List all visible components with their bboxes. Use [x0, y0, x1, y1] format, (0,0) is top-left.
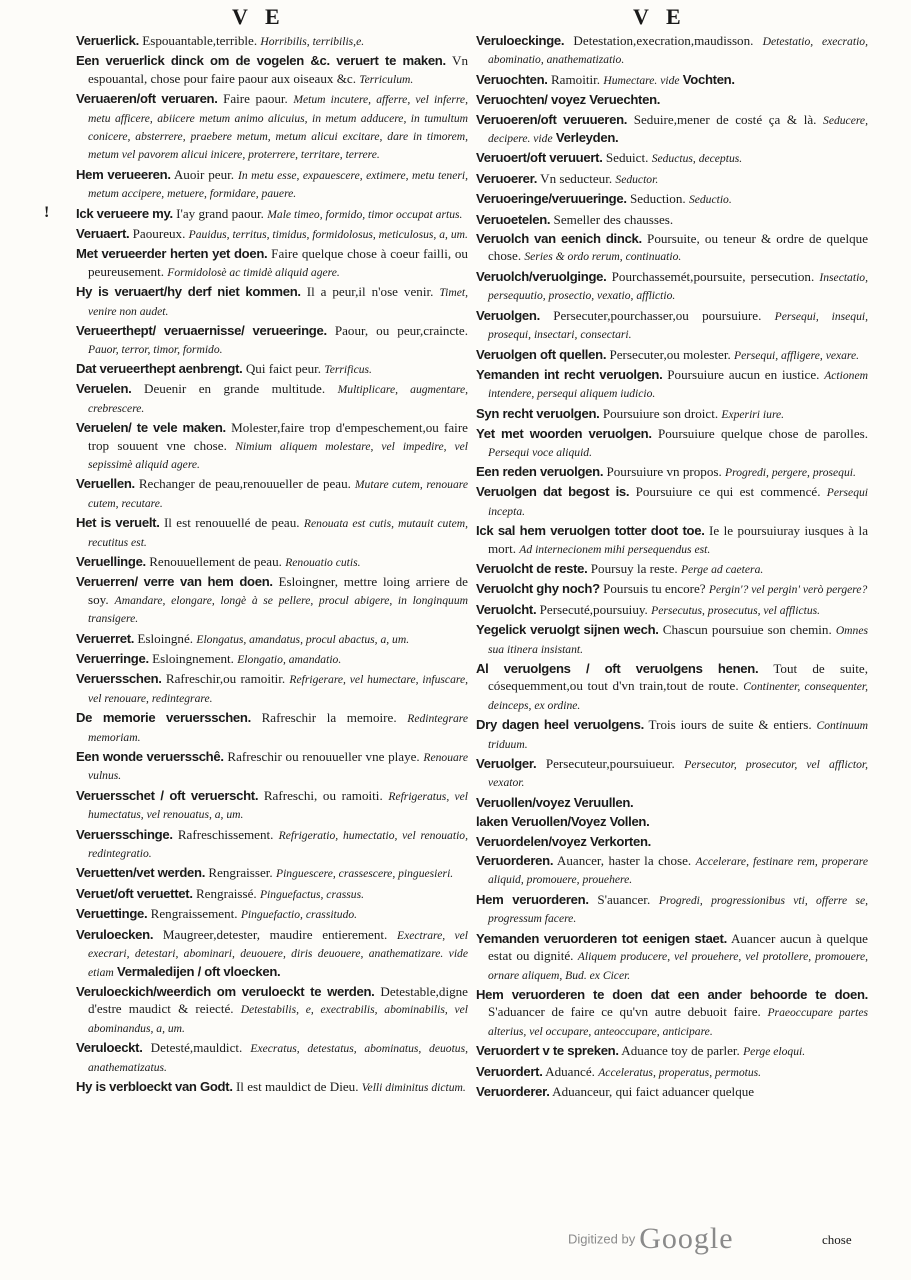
latin-gloss: Pauidus, territus, timidus, formidolosus, meticulosus, a, um.	[188, 228, 468, 242]
dictionary-entry	[476, 71, 868, 89]
dictionary-entry	[476, 230, 868, 266]
latin-gloss: Seductor.	[615, 172, 659, 186]
dictionary-entry	[76, 926, 468, 981]
latin-gloss: Pinguefactus, crassus.	[259, 887, 364, 901]
headword: Verueerthept/ veruaernisse/ verueeringe.	[76, 323, 327, 339]
french-gloss: Persecuter,pourchasser,ou poursuiure.	[553, 307, 762, 323]
dictionary-entry	[76, 380, 468, 417]
dictionary-entry	[476, 1063, 868, 1081]
latin-gloss: Male timeo, formido, timor occupat artus.	[267, 207, 463, 221]
dictionary-entry	[76, 826, 468, 863]
latin-gloss: In metu esse, expauescere, extimere, metu teneri, metum accipere, metuere, formidare, pauere.	[88, 168, 468, 201]
latin-gloss: Pinguescere, crassescere, pinguesieri.	[276, 867, 454, 881]
french-gloss: Auoir peur.	[173, 166, 235, 182]
headword: Hem veruorderen te doen dat een ander behoorde te doen.	[476, 986, 868, 1002]
latin-gloss: Pauor, terror, timor, formido.	[88, 342, 223, 356]
latin-gloss: Elongatus, amandatus, procul abactus, a, um.	[196, 632, 410, 646]
dictionary-entry	[476, 891, 868, 928]
headword: Veruersschen.	[76, 671, 162, 687]
latin-gloss: Horribilis, terribilis,e.	[260, 35, 365, 48]
french-gloss: Aduancé.	[545, 1063, 595, 1079]
latin-gloss: Velli diminitus dictum.	[361, 1080, 466, 1094]
headword: Veruloeckich/weerdich om veruloeckt te werden.	[76, 983, 375, 999]
latin-gloss: Detestabilis, e, exectrabilis, abominabilis, vel abominandus, a, um.	[88, 1003, 468, 1035]
dictionary-entry	[476, 190, 868, 208]
french-gloss: S'auancer.	[597, 891, 651, 907]
dictionary-entry	[476, 813, 868, 830]
headword: Yemanden veruorderen tot eenigen staet.	[476, 930, 727, 946]
headword: Veruelen/ te vele maken.	[76, 420, 226, 436]
french-gloss: Persecuteur,poursuiueur.	[545, 756, 675, 772]
french-gloss: Auancer, haster la chose.	[556, 853, 692, 869]
headword: Veruaert.	[76, 226, 130, 242]
headword: Veruloeckinge.	[476, 33, 565, 48]
dictionary-entry	[76, 670, 468, 707]
latin-gloss: Nimium aliquem molestare, vel impedire, vel sepissimè aliquid agere.	[88, 439, 468, 471]
headword: Veruolcht ghy noch?	[476, 581, 600, 597]
dictionary-entry	[76, 225, 468, 243]
french-gloss: Persecuter,ou molester.	[609, 346, 731, 362]
headword: Dat verueerthept aenbrengt.	[76, 360, 243, 376]
french-gloss: Rengraissé.	[195, 885, 257, 901]
latin-gloss: Acceleratus, properatus, permotus.	[598, 1065, 762, 1079]
headword: Met verueerder herten yet doen.	[76, 246, 268, 262]
french-gloss: Seduict.	[605, 150, 649, 166]
dictionary-entry	[476, 560, 868, 578]
dictionary-entry	[476, 930, 868, 984]
headword: Veruolcht.	[476, 601, 537, 617]
margin-mark: !	[44, 204, 50, 221]
french-gloss: Poursuiure aucun en iustice.	[667, 366, 820, 382]
french-gloss: Pourchassemét,poursuite, persecution.	[611, 268, 815, 284]
headword: Veruoeren/oft veruueren.	[476, 111, 628, 127]
headword: Yet met woorden veruolgen.	[476, 426, 652, 442]
french-gloss: Tout de suite, cósequemment,ou tout d'vn train,tout de route.	[488, 661, 868, 694]
dictionary-entry	[476, 211, 868, 228]
headword: Veruloecken.	[76, 926, 154, 942]
french-gloss: Rafreschir ou renouueller vne playe.	[227, 749, 420, 765]
latin-gloss: Experiri iure.	[721, 407, 785, 421]
headword: Veruolgen.	[476, 307, 540, 323]
french-gloss: Auancer aucun à quelque estat ou dignité.	[488, 930, 868, 964]
headword: Veruaeren/oft veruaren.	[76, 91, 218, 107]
french-gloss: Maugreer,detester, maudire entierement.	[162, 926, 388, 942]
french-gloss: Trois iours de suite & entiers.	[648, 717, 812, 733]
latin-gloss: Terrificus.	[324, 362, 372, 376]
french-gloss: Seduction.	[630, 191, 686, 207]
dictionary-entry	[76, 475, 468, 512]
headword: Syn recht veruolgen.	[476, 405, 600, 421]
digitized-label: Digitized by	[568, 1231, 636, 1247]
headword: Veruettinge.	[76, 906, 148, 922]
dictionary-entry	[76, 650, 468, 668]
headword: Veruellinge.	[76, 553, 146, 569]
dictionary-entry	[76, 748, 468, 785]
latin-gloss: Series & ordo rerum, continuatio.	[524, 250, 682, 264]
headword: Veruoert/oft veruuert.	[476, 150, 603, 166]
dictionary-entry	[476, 463, 868, 481]
running-head-right: V E	[633, 4, 687, 29]
headword: Veruoeringe/veruueringe.	[476, 191, 627, 207]
latin-gloss: Seductio.	[688, 193, 732, 207]
dictionary-entry	[476, 307, 868, 344]
latin-gloss: Amandare, elongare, longè à se pellere, procul abigere, in longinquum transigere.	[88, 593, 468, 626]
dictionary-entry	[476, 621, 868, 658]
dictionary-entry	[76, 419, 468, 473]
french-gloss: Rafreschir,ou ramoitir.	[165, 671, 286, 687]
french-gloss: Rengraisser.	[208, 865, 273, 881]
latin-gloss: Formidolosè ac timidè aliquid agere.	[167, 265, 340, 279]
dictionary-entry	[476, 346, 868, 364]
dictionary-entry	[76, 630, 468, 648]
french-gloss: Renouuellement de peau.	[149, 553, 282, 569]
dictionary-entry	[476, 32, 868, 69]
dictionary-entry	[76, 166, 468, 203]
latin-gloss: Seductus, deceptus.	[651, 152, 743, 166]
dictionary-entry	[476, 522, 868, 558]
headword: Veruerret.	[76, 630, 135, 646]
latin-gloss: Progredi, pergere, prosequi.	[725, 465, 856, 479]
latin-gloss: Persequi, insequi, prosequi, insectari, consectari.	[488, 309, 868, 342]
french-gloss: Esloingner, mettre loing arriere de soy.	[88, 574, 468, 607]
french-gloss: Rafreschissement.	[177, 826, 274, 842]
latin-gloss: Humectare. vide	[603, 73, 680, 87]
french-gloss: Rengraissement.	[150, 906, 238, 922]
headword: De memorie veruersschen.	[76, 710, 251, 726]
dictionary-entry	[476, 149, 868, 167]
french-gloss: Seduire,mener de costé ça & là.	[633, 111, 817, 127]
french-gloss: Detesté,mauldict.	[150, 1040, 243, 1056]
headword: Hy is veruaert/hy derf niet kommen.	[76, 284, 301, 300]
dictionary-entry	[76, 283, 468, 320]
headword: Veruoerer.	[476, 170, 538, 186]
headword: Veruelen.	[76, 381, 132, 397]
latin-gloss: Accelerare, festinare rem, properare aliquid, promouere, prouehere.	[488, 855, 868, 887]
dictionary-entry	[476, 833, 868, 850]
french-gloss: Qui faict peur.	[245, 360, 322, 376]
french-gloss: Faire paour.	[223, 91, 288, 107]
dictionary-entry	[476, 170, 868, 188]
french-gloss: Rafreschi, ou ramoiti.	[263, 787, 383, 803]
french-gloss: Detestation,execration,maudisson.	[573, 33, 754, 48]
headword: Veruolch/veruolginge.	[476, 268, 607, 284]
headword: Veruolgen dat begost is.	[476, 484, 630, 500]
french-gloss: Ramoitir.	[550, 71, 601, 87]
dictionary-entry	[76, 885, 468, 903]
headword: laken Veruollen/Voyez Vollen.	[476, 814, 650, 830]
latin-gloss: Continenter, consequenter, deinceps, ex ordine.	[488, 680, 868, 712]
dictionary-entry	[76, 709, 468, 746]
french-gloss: I'ay grand paour.	[176, 205, 264, 221]
latin-gloss: Renouata est cutis, mutauit cutem, recutitus est.	[88, 517, 468, 549]
french-gloss: Poursuiure son droict.	[602, 405, 719, 421]
latin-gloss: Perge eloqui.	[743, 1045, 806, 1059]
french-gloss: Poursuis tu encore?	[603, 581, 706, 597]
headword: Yegelick veruolgt sijnen wech.	[476, 622, 659, 638]
dictionary-entry	[476, 755, 868, 792]
french-gloss: Deuenir en grande multitude.	[144, 381, 326, 397]
dictionary-entry	[76, 864, 468, 882]
left-column	[76, 32, 468, 1098]
dictionary-entry	[476, 268, 868, 305]
headword: Veruordelen/voyez Verkorten.	[476, 833, 651, 849]
french-gloss: Chascun poursuiue son chemin.	[662, 622, 832, 638]
dictionary-entry	[476, 1042, 868, 1060]
dictionary-entry	[76, 983, 468, 1037]
french-gloss: Paour, ou peur,craincte.	[334, 323, 468, 339]
dictionary-entry	[76, 32, 468, 50]
latin-gloss: Persequi incepta.	[488, 486, 869, 518]
dictionary-entry	[76, 205, 468, 223]
headword: Yemanden int recht veruolgen.	[476, 366, 663, 382]
headword: Veruolcht de reste.	[476, 560, 588, 576]
headword: Veruet/oft veruettet.	[76, 885, 193, 901]
dictionary-entry	[76, 514, 468, 551]
dictionary-entry	[476, 660, 868, 714]
headword: Ick sal hem veruolgen totter doot toe.	[476, 523, 705, 539]
latin-gloss: Persecutor, prosecutor, vel afflictor, vexator.	[488, 758, 868, 790]
headword: Veruetten/vet werden.	[76, 865, 206, 881]
headword: Dry dagen heel veruolgens.	[476, 717, 644, 733]
french-gloss: Aduance toy de parler.	[621, 1043, 740, 1059]
latin-gloss: Elongatio, amandatio.	[237, 653, 342, 666]
french-gloss: Molester,faire trop d'empeschement,ou faire trop souuent vne chose.	[88, 420, 468, 453]
dictionary-entry	[476, 986, 868, 1040]
dictionary-entry	[76, 553, 468, 571]
latin-gloss: Pinguefactio, crassitudo.	[240, 908, 358, 922]
dictionary-entry	[476, 111, 868, 148]
cross-reference: Verleyden.	[555, 130, 619, 146]
digitized-watermark	[568, 1222, 734, 1256]
french-gloss: Faire quelque chose à coeur failli, ou peureusement.	[88, 246, 468, 279]
dictionary-entry	[76, 905, 468, 923]
running-head-left: V E	[232, 4, 286, 29]
right-column	[476, 32, 868, 1102]
headword: Het is veruelt.	[76, 515, 160, 531]
french-gloss: Aduanceur, qui faict aduancer quelque	[552, 1083, 755, 1099]
headword: Veruolgen oft quellen.	[476, 346, 607, 362]
french-gloss: Vn seducteur.	[540, 170, 613, 186]
french-gloss: Paoureux.	[132, 226, 186, 242]
dictionary-entry	[476, 601, 868, 619]
latin-gloss: Persequi, affligere, vexare.	[734, 348, 860, 362]
french-gloss: Esloingné.	[137, 630, 194, 646]
cross-reference: Vermaledijen / oft vloecken.	[117, 963, 281, 979]
latin-gloss: Refrigerare, vel humectare, infuscare, vel renouare, redintegrare.	[88, 673, 468, 705]
latin-gloss: Refrigeratio, humectatio, vel renouatio, redintegratio.	[88, 828, 468, 861]
headword: Veruerren/ verre van hem doen.	[76, 574, 273, 590]
headword: Veruorderer.	[476, 1083, 550, 1099]
dictionary-entry	[76, 360, 468, 378]
french-gloss: Poursuite, ou teneur & ordre de quelque chose.	[488, 231, 869, 264]
headword: Veruochten/ voyez Veruechten.	[476, 92, 661, 108]
headword: Veruoetelen.	[476, 211, 551, 227]
latin-gloss: Pergin'? vel pergin' verò pergere?	[708, 583, 868, 597]
latin-gloss: Seducere, decipere. vide	[488, 113, 868, 146]
headword: Veruerlick.	[76, 33, 139, 48]
headword: Veruersschinge.	[76, 826, 173, 842]
latin-gloss: Multiplicare, augmentare, crebrescere.	[88, 383, 468, 415]
headword: Een veruerlick dinck om de vogelen &c. veruert te maken.	[76, 53, 446, 69]
latin-gloss: Aliquem producere, vel prouehere, vel protollere, promouere, ornare aliquem, Bud. ex Cicer.	[488, 950, 869, 982]
headword: Veruorderen.	[476, 853, 554, 869]
headword: Hem veruorderen.	[476, 891, 589, 907]
headword: Veruordert v te spreken.	[476, 1043, 619, 1059]
french-gloss: Ie le poursuiuray iusques à la mort.	[488, 523, 869, 556]
dictionary-entry	[476, 366, 868, 403]
french-gloss: Rafreschir la memoire.	[261, 710, 397, 726]
dictionary-entry	[476, 405, 868, 423]
headword: Veruochten.	[476, 71, 548, 87]
latin-gloss: Progredi, progressionibus vti, offerre se, progressum facere.	[488, 893, 868, 926]
latin-gloss: Persecutus, prosecutus, vel afflictus.	[651, 603, 821, 617]
latin-gloss: Renouare vulnus.	[88, 751, 469, 783]
dictionary-entry	[76, 1078, 468, 1096]
dictionary-entry	[476, 580, 868, 598]
french-gloss: S'aduancer de faire ce qu'vn autre debuoit faire.	[488, 1004, 761, 1020]
dictionary-entry	[476, 852, 868, 889]
french-gloss: Il est renouuellé de peau.	[163, 515, 300, 531]
french-gloss: Poursuiure quelque chose de parolles.	[657, 426, 868, 442]
dictionary-entry	[476, 1083, 868, 1100]
french-gloss: Espouantable,terrible.	[142, 33, 258, 48]
french-gloss: Il a peur,il n'ose venir.	[306, 284, 434, 300]
dictionary-entry	[476, 794, 868, 811]
headword: Veruolger.	[476, 756, 537, 772]
latin-gloss: Ad internecionem mihi persequendus est.	[519, 542, 711, 556]
headword: Veruordert.	[476, 1063, 543, 1079]
latin-gloss: Perge ad caetera.	[680, 562, 764, 576]
headword: Veruersschet / oft veruerscht.	[76, 787, 259, 803]
latin-gloss: Renouatio cutis.	[285, 555, 361, 569]
dictionary-entry	[476, 425, 868, 461]
french-gloss: Persecuté,poursuiuy.	[539, 601, 648, 617]
french-gloss: Poursuiure vn propos.	[606, 463, 722, 479]
french-gloss: Poursuy la reste.	[590, 560, 678, 576]
latin-gloss: Detestatio, execratio, abominatio, anathematizatio.	[488, 35, 868, 67]
headword: Veruloeckt.	[76, 1040, 143, 1056]
latin-gloss: Mutare cutem, renouare cutem, recutare.	[88, 478, 468, 510]
latin-gloss: Praeoccupare partes alterius, vel occupare, anteoccupare, anticipare.	[488, 1006, 868, 1038]
french-gloss: Esloingnement.	[152, 651, 234, 666]
headword: Hem verueeren.	[76, 166, 171, 182]
latin-gloss: Terriculum.	[359, 72, 414, 86]
latin-gloss: Insectatio, persequutio, prosectio, vexatio, afflictio.	[488, 270, 868, 303]
headword: Veruellen.	[76, 476, 135, 492]
headword: Veruolch van eenich dinck.	[476, 231, 642, 247]
dictionary-entry	[76, 787, 468, 824]
headword: Een wonde veruersschê.	[76, 749, 224, 765]
cross-reference: Vochten.	[682, 71, 735, 87]
dictionary-entry	[476, 716, 868, 753]
french-gloss: Detestable,digne d'estre maudict & reiecté.	[88, 983, 468, 1017]
headword: Een reden veruolgen.	[476, 463, 604, 479]
dictionary-entry	[76, 1039, 468, 1076]
catchword: chose	[822, 1232, 852, 1247]
latin-gloss: Execratus, detestatus, abominatus, deuotus, anathematizatus.	[88, 1042, 469, 1074]
latin-gloss: Exectrare, vel execrari, detestari, abominari, deuouere, diris deuouere, anathematizare. vide etiam	[88, 928, 468, 979]
dictionary-entry	[76, 573, 468, 627]
latin-gloss: Continuum triduum.	[488, 719, 869, 751]
headword: Al veruolgens / oft veruolgens henen.	[476, 661, 759, 676]
latin-gloss: Persequi voce aliquid.	[488, 445, 592, 459]
headword: Ick verueere my.	[76, 205, 173, 221]
headword: Veruerringe.	[76, 651, 149, 666]
french-gloss: Poursuiure ce qui est commencé.	[635, 484, 821, 500]
dictionary-entry	[76, 90, 468, 164]
latin-gloss: Timet, venire non audet.	[88, 286, 468, 318]
french-gloss: Vn espouantal, chose pour faire paour aux oiseaux &c.	[88, 53, 468, 86]
latin-gloss: Refrigeratus, vel humectatus, vel renouatus, a, um.	[88, 789, 468, 822]
latin-gloss: Metum incutere, afferre, vel inferre, metu afficere, abiicere metum animo alicuius, in metum adducere, in tumultum conicere, absterrere, praebere metum, metum alicui excitare, dare in timorem, metum vel pavorem alicui inicere, proterrere, territare, terrere.	[88, 93, 468, 162]
dictionary-entry	[76, 245, 468, 281]
headword: Veruollen/voyez Veruullen.	[476, 794, 634, 810]
headword: Hy is verbloeckt van Godt.	[76, 1078, 233, 1094]
dictionary-entry	[76, 322, 468, 358]
dictionary-entry	[76, 52, 468, 88]
dictionary-entry	[476, 483, 868, 520]
dictionary-entry	[476, 91, 868, 108]
french-gloss: Rechanger de peau,renouueller de peau.	[138, 476, 351, 492]
french-gloss: Semeller des chausses.	[553, 211, 674, 227]
french-gloss: Il est mauldict de Dieu.	[235, 1078, 359, 1094]
google-logo: Google	[639, 1222, 734, 1255]
latin-gloss: Omnes sua itinera insistant.	[488, 624, 869, 656]
latin-gloss: Redintegrare memoriam.	[88, 712, 469, 744]
latin-gloss: Actionem intendere, persequi aliquem iudicio.	[488, 368, 868, 401]
